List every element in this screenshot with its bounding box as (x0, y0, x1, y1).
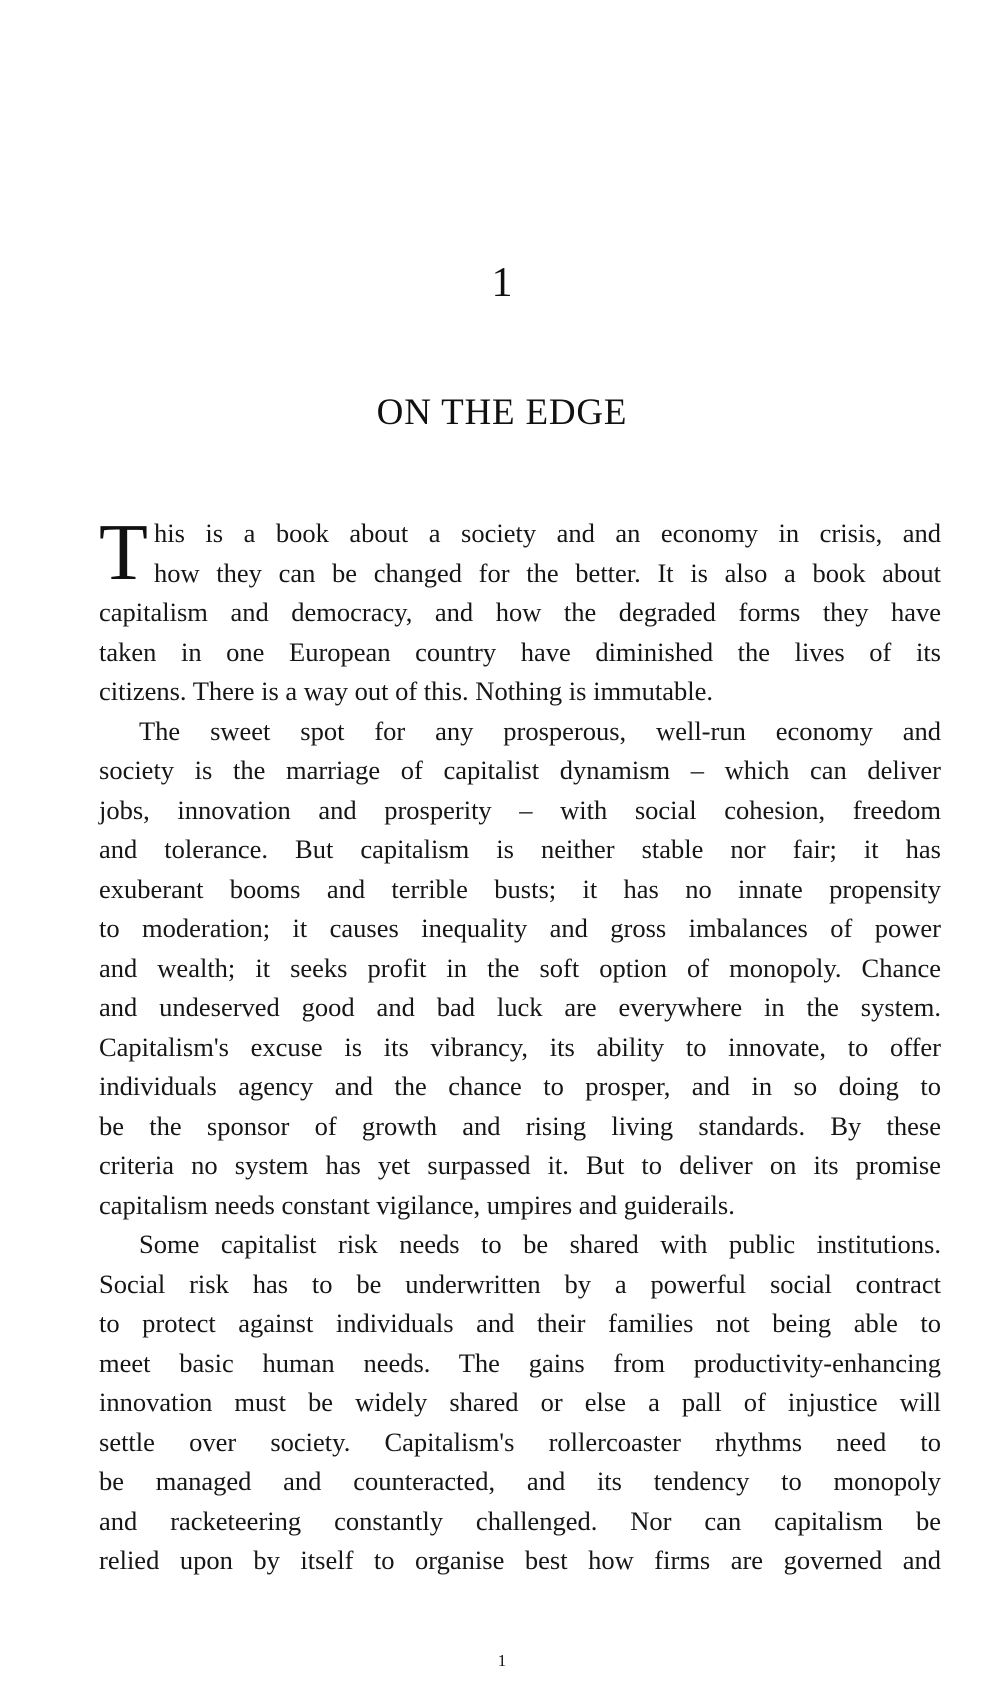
text-line: relied upon by itself to organise best how firms are governed and (99, 1545, 941, 1575)
text-line: how they can be changed for the better. It is also a book about (154, 557, 941, 588)
text-line: The sweet spot for any prosperous, well-run economy and (139, 715, 941, 746)
text-line: individuals agency and the chance to prosper, and in so doing to (99, 1071, 941, 1101)
text-line: exuberant booms and terrible busts; it has no innate propensity (99, 873, 941, 904)
drop-cap: T (99, 509, 148, 597)
page-number: 1 (497, 1651, 507, 1670)
text-line: innovation must be widely shared or else a pall of injustice will (99, 1387, 941, 1417)
text-line: his is a book about a society and an economy in crisis, and (154, 518, 941, 548)
text-line: meet basic human needs. The gains from productivity-enhancing (99, 1347, 941, 1378)
text-line: criteria no system has yet surpassed it. But to deliver on its promise (99, 1150, 941, 1180)
text-line: and undeserved good and bad luck are everywhere in the system. (99, 992, 941, 1022)
text-line: Some capitalist risk needs to be shared with public institutions. (139, 1229, 941, 1259)
text-line: citizens. There is a way out of this. Nothing is immutable. (99, 676, 714, 706)
text-line: be the sponsor of growth and rising living standards. By these (99, 1110, 941, 1141)
text-line: and wealth; it seeks profit in the soft option of monopoly. Chance (99, 952, 941, 983)
text-line: and tolerance. But capitalism is neither stable nor fair; it has (99, 834, 941, 864)
text-line: society is the marriage of capitalist dynamism – which can deliver (99, 755, 941, 785)
text-line: Capitalism's excuse is its vibrancy, its ability to innovate, to offer (99, 1031, 941, 1062)
text-line: capitalism needs constant vigilance, umpires and guiderails. (99, 1189, 735, 1220)
text-line: jobs, innovation and prosperity – with social cohesion, freedom (99, 794, 941, 825)
text-line: capitalism and democracy, and how the degraded forms they have (99, 597, 941, 627)
text-line: to moderation; it causes inequality and gross imbalances of power (99, 913, 941, 943)
text-line: and racketeering constantly challenged. Nor can capitalism be (99, 1505, 941, 1536)
text-line: taken in one European country have diminished the lives of its (99, 636, 941, 667)
text-line: be managed and counteracted, and its tendency to monopoly (99, 1466, 941, 1496)
chapter-title: ON THE EDGE (376, 392, 628, 433)
paragraph-1 (99, 509, 941, 712)
chapter-number: 1 (491, 260, 513, 306)
text-line: settle over society. Capitalism's rollercoaster rhythms need to (99, 1426, 941, 1457)
paragraph-3 (99, 1225, 941, 1581)
body-text (99, 509, 941, 1581)
text-line: to protect against individuals and their families not being able to (99, 1308, 941, 1338)
paragraph-2 (99, 712, 941, 1226)
text-line: Social risk has to be underwritten by a powerful social contract (99, 1268, 941, 1299)
